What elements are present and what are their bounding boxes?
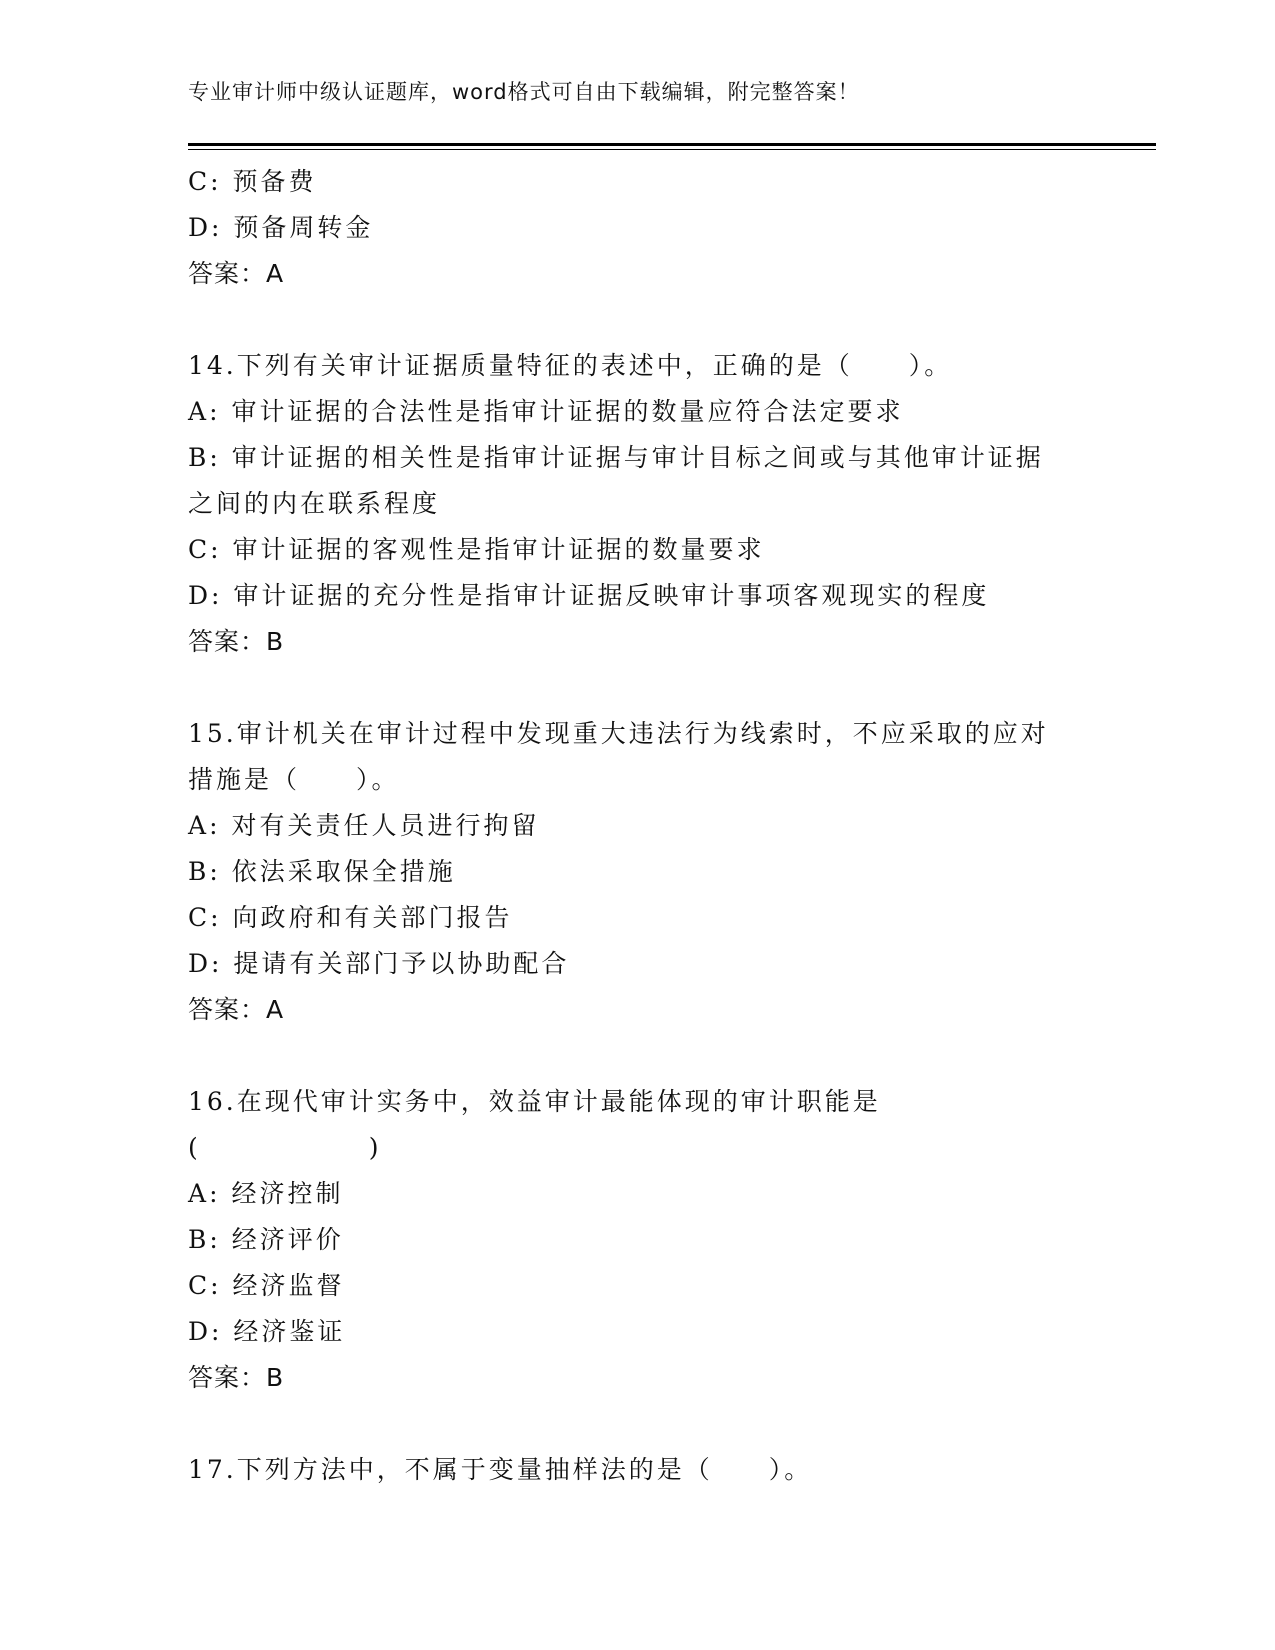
answer-label: 答案	[188, 259, 241, 288]
option-letter: C	[188, 535, 211, 564]
option-text: 依法采取保全措施	[231, 857, 456, 886]
question-text: 审计机关在审计过程中发现重大违法行为线索时，不应采取的应对	[236, 719, 1049, 748]
question-stem-continuation: ( )	[188, 1133, 382, 1162]
question-number: 15.	[188, 719, 237, 748]
option-text: 经济监督	[232, 1271, 345, 1300]
question-stem	[188, 711, 1088, 757]
option-line: C: 向政府和有关部门报告	[188, 903, 513, 932]
question-stem	[188, 343, 1088, 389]
option-text: 向政府和有关部门报告	[232, 903, 513, 932]
option-text: 审计证据的客观性是指审计证据的数量要求	[232, 535, 765, 564]
header-rule-thick	[188, 143, 1156, 146]
answer-label: 答案	[188, 995, 241, 1024]
answer-line: 答案：A	[188, 995, 285, 1024]
option-line: D: 审计证据的充分性是指审计证据反映审计事项客观现实的程度	[188, 581, 990, 610]
option-line: D: 提请有关部门予以协助配合	[188, 949, 570, 978]
option-text: 经济评价	[231, 1225, 344, 1254]
option-text: 审计证据的充分性是指审计证据反映审计事项客观现实的程度	[233, 581, 990, 610]
option-line: C: 预备费	[188, 167, 317, 196]
option-line: D: 经济鉴证	[188, 1317, 346, 1346]
option-letter: D	[188, 581, 212, 610]
option-line: B: 依法采取保全措施	[188, 857, 456, 886]
question-number: 14.	[188, 351, 237, 380]
question-text: 在现代审计实务中，效益审计最能体现的审计职能是	[236, 1087, 881, 1116]
option-letter: B	[188, 443, 210, 472]
answer-line: 答案：B	[188, 1363, 285, 1392]
answer-line: 答案：B	[188, 627, 285, 656]
answer-label: 答案	[188, 627, 241, 656]
question-stem	[188, 1079, 1088, 1125]
option-letter: B	[188, 857, 210, 886]
option-letter: D	[188, 1317, 212, 1346]
option-line: C: 审计证据的客观性是指审计证据的数量要求	[188, 535, 765, 564]
question-stem	[188, 1447, 1088, 1493]
option-line: C: 经济监督	[188, 1271, 345, 1300]
option-text: 预备费	[232, 167, 317, 196]
option-text: 审计证据的相关性是指审计证据与审计目标之间或与其他审计证据	[231, 443, 1044, 472]
option-letter: A	[188, 811, 210, 840]
answer-label: 答案	[188, 1363, 241, 1392]
answer-value: A	[266, 995, 285, 1024]
option-line: B: 经济评价	[188, 1225, 344, 1254]
option-text: 审计证据的合法性是指审计证据的数量应符合法定要求	[231, 397, 904, 426]
question-content	[188, 159, 1088, 1493]
option-letter: C	[188, 1271, 211, 1300]
question-text: 下列有关审计证据质量特征的表述中，正确的是（ ）。	[236, 351, 953, 380]
option-letter: C	[188, 903, 211, 932]
option-line: D: 预备周转金	[188, 213, 374, 242]
question-stem-continuation: 措施是（ ）。	[188, 765, 400, 794]
option-letter: A	[188, 397, 210, 426]
option-letter: D	[188, 213, 212, 242]
option-text: 经济控制	[231, 1179, 344, 1208]
option-letter: B	[188, 1225, 210, 1254]
option-text: 预备周转金	[233, 213, 374, 242]
answer-value: A	[266, 259, 285, 288]
option-letter: A	[188, 1179, 210, 1208]
option-letter: C	[188, 167, 211, 196]
question-number: 16.	[188, 1087, 237, 1116]
option-continuation: 之间的内在联系程度	[188, 489, 441, 518]
question-text: 下列方法中，不属于变量抽样法的是（ ）。	[236, 1455, 813, 1484]
option-text: 提请有关部门予以协助配合	[233, 949, 570, 978]
option-line: A: 对有关责任人员进行拘留	[188, 811, 540, 840]
option-letter: D	[188, 949, 212, 978]
answer-line: 答案：A	[188, 259, 285, 288]
answer-value: B	[266, 627, 285, 656]
question-number: 17.	[188, 1455, 237, 1484]
page-header: 专业审计师中级认证题库，word格式可自由下载编辑，附完整答案！	[188, 80, 860, 104]
option-line: B: 审计证据的相关性是指审计证据与审计目标之间或与其他审计证据	[188, 443, 1044, 472]
answer-value: B	[266, 1363, 285, 1392]
option-line: A: 经济控制	[188, 1179, 344, 1208]
option-text: 对有关责任人员进行拘留	[231, 811, 540, 840]
header-rule-thin	[188, 149, 1156, 150]
option-text: 经济鉴证	[233, 1317, 346, 1346]
option-line: A: 审计证据的合法性是指审计证据的数量应符合法定要求	[188, 397, 904, 426]
